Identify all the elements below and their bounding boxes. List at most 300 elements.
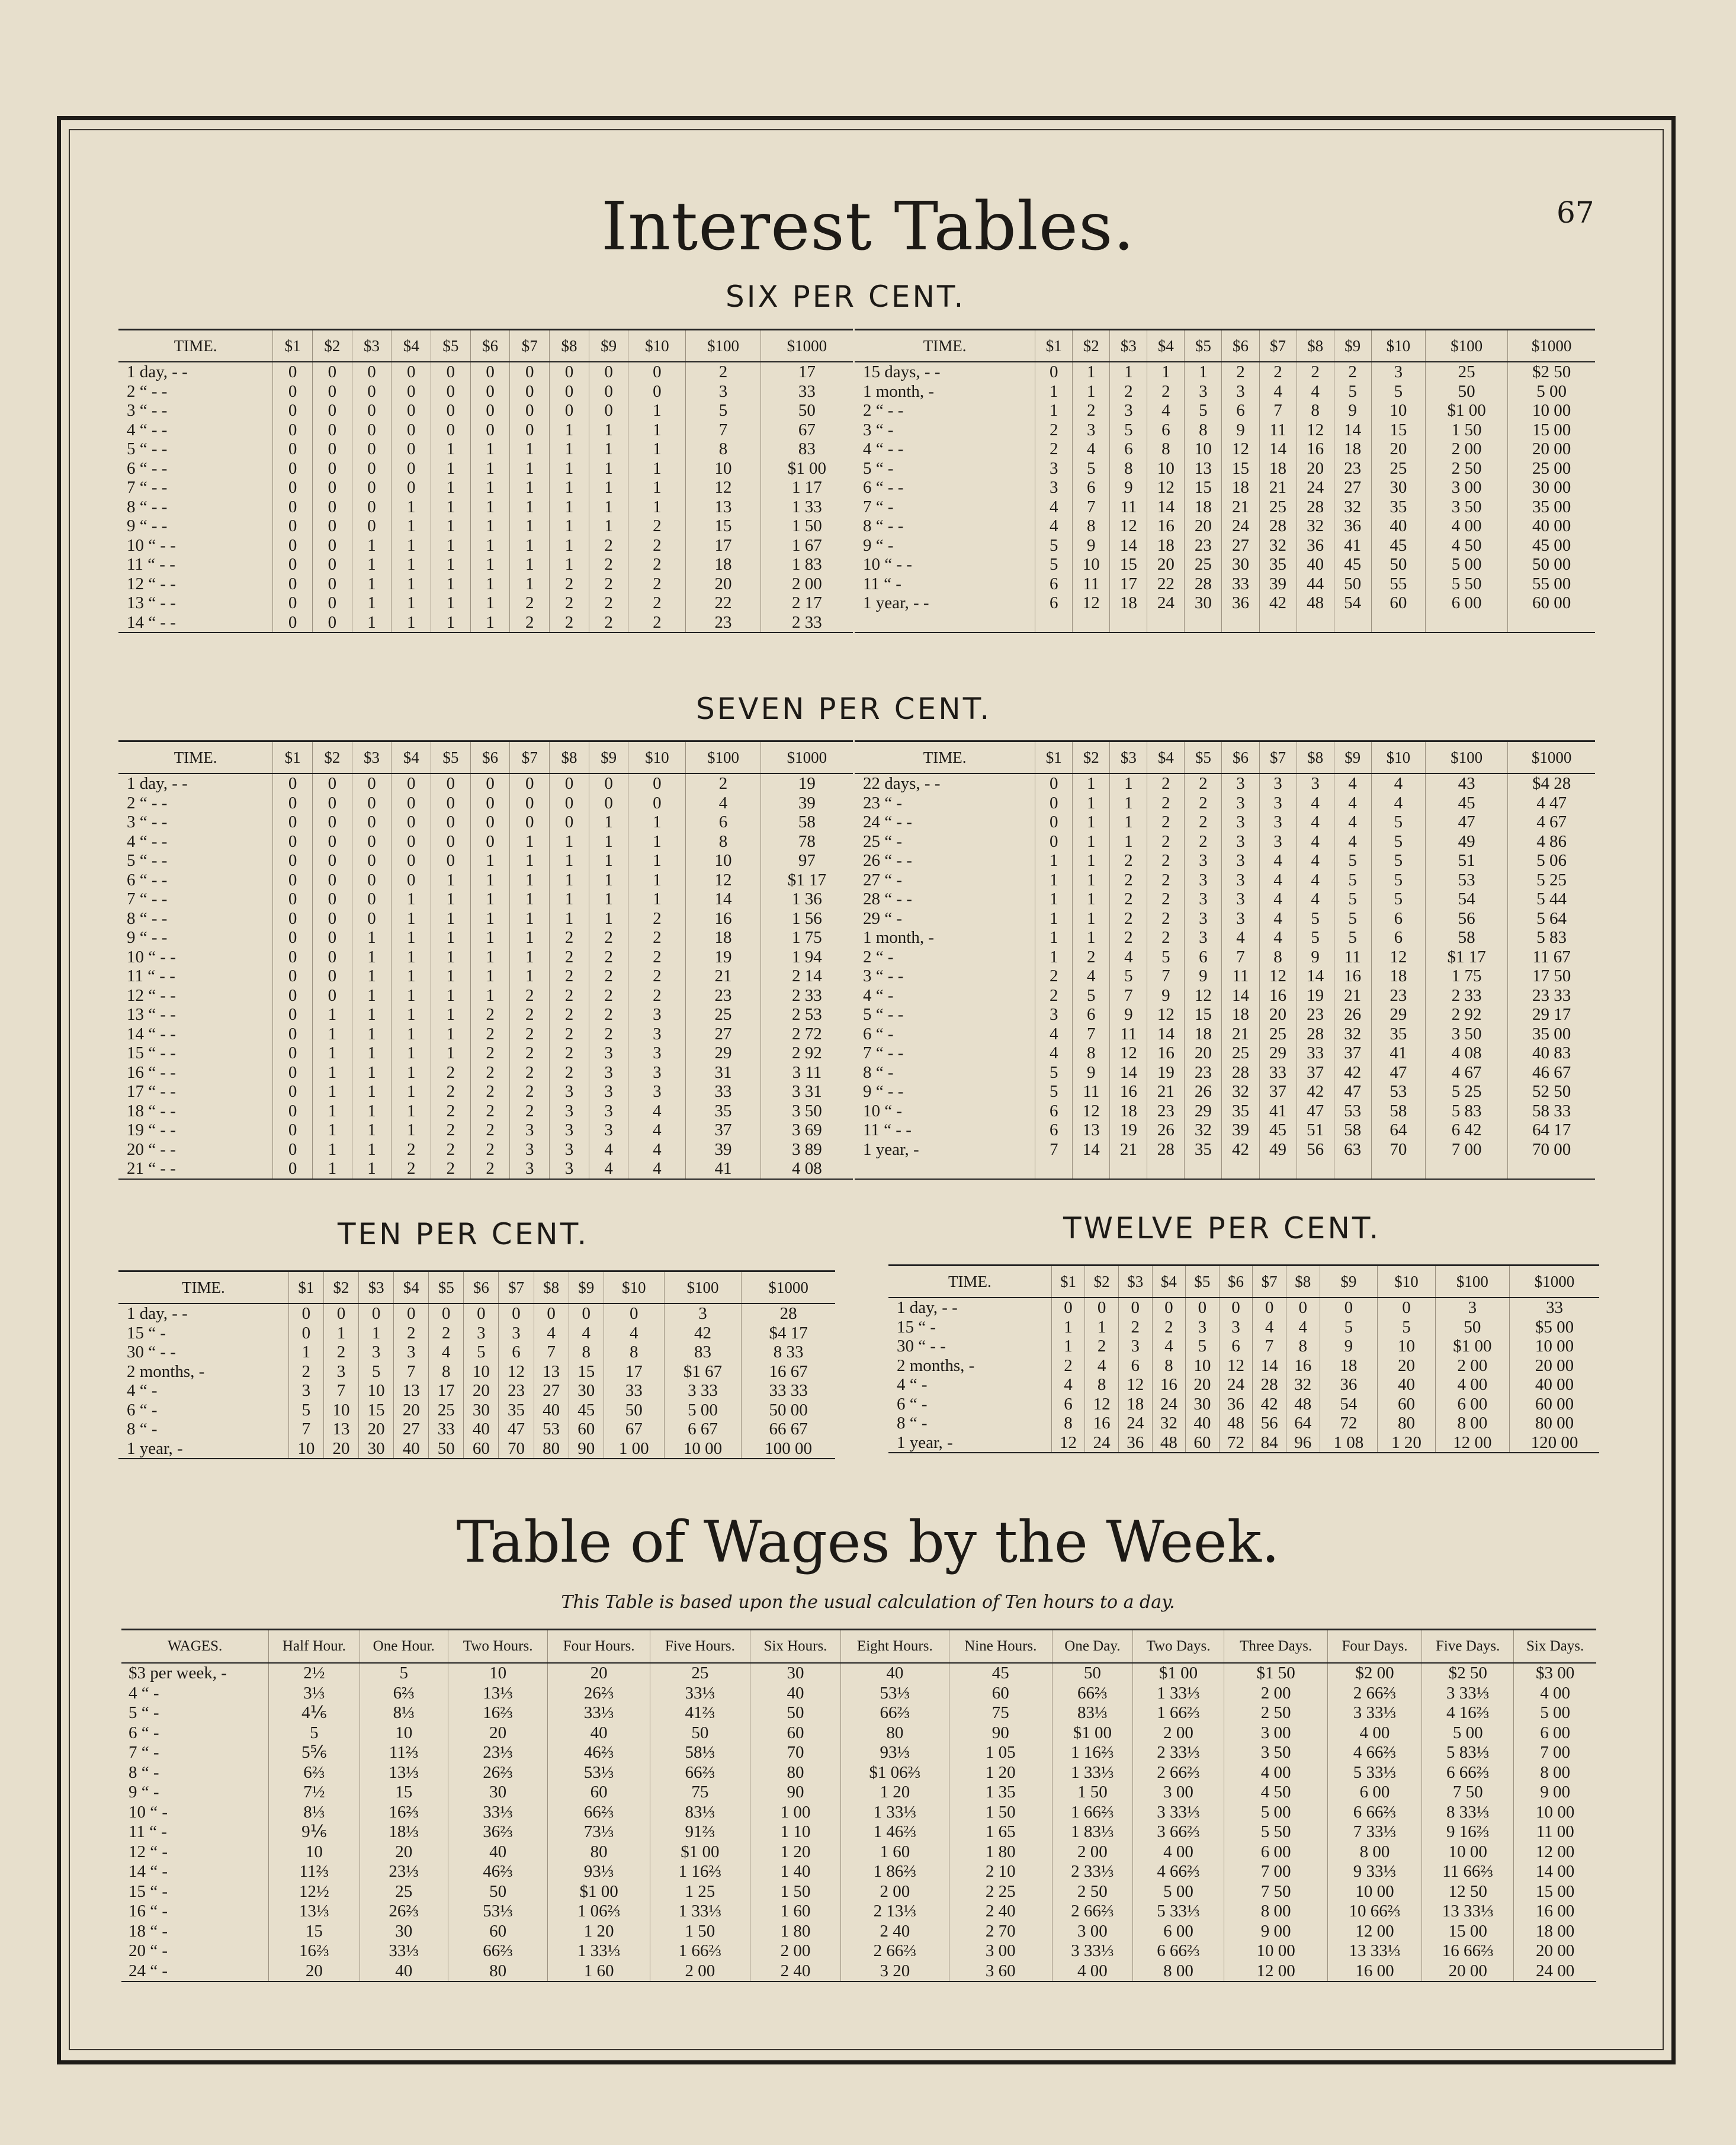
table-cell: 0 [392,832,431,852]
table-cell: 2 [392,1140,431,1160]
table-cell: 1 [589,851,628,871]
row-label: 26 “ - - [863,851,912,871]
table-cell: 4 [1334,832,1371,852]
table-cell: 0 [273,813,313,832]
table-cell: 33⅓ [360,1941,448,1961]
table-cell: 1 [589,459,628,479]
table-cell: 15 00 [1508,420,1595,440]
table-cell: 40 [464,1420,499,1439]
row-label: 2 months, - [897,1356,975,1375]
table-cell: 3 [1185,890,1222,909]
column-header: $10 [604,1271,664,1304]
table-cell: 53⅓ [448,1902,547,1922]
table-cell: 18 [1320,1356,1378,1376]
table-cell: 11 [1110,1025,1147,1044]
wages-note: This Table is based upon the usual calculation of Ten hours to a day. [561,1592,1175,1613]
table-cell: 13 [1073,1120,1110,1140]
table-cell: 8 33 [742,1343,835,1362]
column-header-time: TIME. [118,330,273,362]
table-cell: 32 [1185,1120,1222,1140]
table-cell: 1 40 [750,1862,840,1882]
table-cell: 1 [550,832,589,852]
table-cell: 5⅚ [269,1743,360,1763]
row-label: 14 “ - - [118,613,273,633]
table-cell: 1 [1110,794,1147,813]
table-cell: 33 [760,382,853,402]
table-cell: 17 50 [1508,966,1595,986]
table-cell: 0 [392,478,431,497]
table-cell: 6 [1185,948,1222,967]
table-cell: 1 56 [760,909,853,929]
table-cell: 66⅔ [841,1703,949,1723]
table-cell: 2 00 [650,1961,750,1982]
table-cell: 1 [1035,851,1073,871]
table-row [118,1381,835,1401]
table-cell: 2 [589,948,628,967]
row-label: 15 days, - - [863,362,941,382]
table-cell: 10 [686,851,761,871]
table-cell: 2 00 [1052,1842,1133,1863]
table-cell: 12 [1073,593,1110,613]
table-cell: 1 [352,966,392,986]
table-cell: 1 [352,1025,392,1044]
table-cell: 36 [1118,1433,1152,1453]
table-cell: 16 [686,909,761,929]
table-cell: 3 [1035,459,1073,479]
table-cell: 37 [1297,1063,1334,1083]
table-cell: 1 25 [650,1882,750,1902]
table-cell: 2 [1110,890,1147,909]
row-label: 9 “ - [129,1783,159,1802]
column-header: $6 [470,741,510,774]
table-cell: 4 [1259,928,1297,948]
table-cell: 11⅔ [269,1862,360,1882]
table-cell: 2 [1147,794,1185,813]
row-label: 10 “ - [863,1101,903,1120]
table-cell: 4 [1297,813,1334,832]
column-header: Six Hours. [750,1630,840,1664]
table-cell: 1 50 [750,1882,840,1902]
table-cell: 1 [352,1082,392,1102]
row-label: 14 “ - - [127,1024,176,1043]
table-cell: 2 [510,613,550,633]
table-cell: $4 17 [742,1324,835,1343]
table-cell: 8 33⅓ [1422,1803,1514,1823]
table-row [855,420,1595,440]
table-cell: 6 00 [1435,1395,1509,1414]
table-cell: 35 00 [1508,497,1595,517]
table-cell: 0 [312,909,352,929]
table-cell: 14 [1110,1063,1147,1083]
table-cell: 17 [1110,574,1147,594]
row-label: 8 “ - [127,1420,158,1439]
table-row [855,813,1595,832]
table-cell: 1 [470,890,510,909]
table-row [118,516,853,536]
table-cell: 0 [312,574,352,594]
table-cell: 0 [312,966,352,986]
table-cell: 23 [1147,1102,1185,1121]
table-cell: 2 [1051,1356,1085,1376]
table-cell: 7 [1073,497,1110,517]
table-cell: 0 [1051,1298,1085,1318]
table-cell: 1 83⅓ [1052,1822,1133,1842]
table-cell: 2 [510,986,550,1006]
table-cell: 36 [1219,1395,1253,1414]
table-cell: 1 80 [949,1842,1052,1863]
table-cell: 44 [1297,574,1334,594]
table-cell: 2 [431,1102,471,1121]
table-cell: 50 [1435,1318,1509,1337]
table-cell: 1 [1035,909,1073,929]
table-cell: 1 [628,420,686,440]
table-cell: 23 [1297,1005,1334,1025]
table-cell: 1 [1110,362,1147,382]
table-cell: 58 [1371,1102,1425,1121]
row-label: 28 “ - - [863,890,912,909]
table-cell: 2 [1334,362,1371,382]
table-cell: 1 [470,928,510,948]
table-cell: 0 [312,851,352,871]
table-cell: 5 00 [1422,1723,1514,1743]
table-cell: 1 [470,966,510,986]
table-cell: 4 00 [1132,1842,1224,1863]
six-per-cent-table-right [855,329,1595,633]
table-cell: 42 [1253,1395,1286,1414]
table-cell: 2 [1035,420,1073,440]
table-cell: 2 [470,1159,510,1179]
table-cell: 66 67 [742,1420,835,1439]
table-cell: 11 [1073,574,1110,594]
table-cell: 2 [1110,851,1147,871]
table-row [118,1362,835,1382]
table-cell: 2 [550,928,589,948]
row-label: 7 “ - - [127,890,168,909]
table-row [855,1140,1595,1160]
table-cell: 36 [1222,593,1259,613]
table-cell: 1 [312,1140,352,1160]
table-row [121,1783,1596,1803]
table-row [855,382,1595,402]
table-cell: 3 [550,1102,589,1121]
table-cell: 1 33⅓ [841,1803,949,1823]
table-cell: 27 [1334,478,1371,497]
table-cell: 4 [1259,890,1297,909]
table-cell: 4 08 [760,1159,853,1179]
table-cell: 120 00 [1509,1433,1599,1453]
table-cell: 0 [312,773,352,794]
table-cell: 5 00 [1514,1703,1596,1723]
table-cell: 4 [1073,439,1110,459]
table-cell: 1 [550,555,589,574]
table-cell: 1 16⅔ [1052,1743,1133,1763]
table-cell: 9 [1110,1005,1147,1025]
table-cell: 1 83 [760,555,853,574]
table-cell: 1 [1073,909,1110,929]
table-cell: 91⅔ [650,1822,750,1842]
table-cell: 7 [1253,1337,1286,1356]
table-row [118,401,853,420]
table-cell: 12½ [269,1882,360,1902]
table-cell: 36⅔ [448,1822,547,1842]
table-cell: 25 [429,1401,464,1420]
table-cell: 5 [1035,1082,1073,1102]
table-cell: 0 [352,909,392,929]
table-cell: 1 [550,909,589,929]
table-row [118,1043,853,1063]
table-cell: 60 00 [1508,593,1595,613]
table-cell: 12 [1147,1005,1185,1025]
row-label: 7 “ - [129,1743,159,1762]
table-cell: 1 [470,439,510,459]
table-cell: 4 [1035,1043,1073,1063]
column-header: Five Hours. [650,1630,750,1664]
table-row [121,1763,1596,1783]
table-cell: 1 [1085,1318,1119,1337]
table-cell: 5 33⅓ [1132,1902,1224,1922]
table-cell: 11 67 [1508,948,1595,967]
table-cell: 39 [686,1140,761,1160]
table-cell: 2 66⅔ [841,1941,949,1961]
table-cell: 40 [1378,1375,1436,1395]
table-cell: 2 [550,593,589,613]
table-cell: 1 [431,478,471,497]
table-row [118,1303,835,1324]
table-cell: 60 [569,1420,604,1439]
table-cell: 4 00 [1224,1763,1328,1783]
table-cell: 4 [1035,516,1073,536]
table-cell: 60 [1371,593,1425,613]
table-cell: 15 [569,1362,604,1382]
column-header: $2 [1073,330,1110,362]
table-cell: 4 67 [1508,813,1595,832]
row-label: 18 “ - - [127,1101,176,1120]
table-cell: 1 [392,890,431,909]
table-row [855,439,1595,459]
table-cell: 30 [1222,555,1259,574]
table-cell: 25 [1185,555,1222,574]
table-cell: 3 50 [1426,497,1508,517]
table-cell: 1 [510,459,550,479]
table-row [855,948,1595,967]
table-cell: 0 [1085,1298,1119,1318]
table-cell: $5 00 [1509,1318,1599,1337]
table-cell: 1 [510,909,550,929]
table-cell: 8 [1073,516,1110,536]
table-cell: 3 [1259,794,1297,813]
table-cell: 31 [686,1063,761,1083]
table-cell: 41 [1371,1043,1425,1063]
table-cell: 83⅓ [650,1803,750,1823]
row-label: 24 “ - - [863,813,912,832]
column-header: $1 [273,330,313,362]
table-cell: 18 [1118,1395,1152,1414]
table-cell: 1 [628,851,686,871]
table-cell: 1 46⅔ [841,1822,949,1842]
column-header: $10 [1371,741,1425,774]
table-cell: 1 [392,593,431,613]
table-cell: 24 [1222,516,1259,536]
table-cell: 1 [1051,1337,1085,1356]
table-cell: 3 [359,1343,394,1362]
table-cell: 7 00 [1514,1743,1596,1763]
table-cell: 2 25 [949,1882,1052,1902]
table-cell: 0 [352,813,392,832]
table-cell: 15 00 [1422,1922,1514,1942]
column-header: $6 [464,1271,499,1304]
table-cell: 50 [750,1703,840,1723]
table-cell: 45 00 [1508,536,1595,555]
column-header: $4 [392,741,431,774]
table-cell: 28 [1253,1375,1286,1395]
table-cell: 48 [1152,1433,1186,1453]
table-row [855,1043,1595,1063]
table-cell: 3 [1259,832,1297,852]
table-cell: 4 [429,1343,464,1362]
table-cell: 21 [1147,1082,1185,1102]
table-cell: 5 [1320,1318,1378,1337]
table-cell: 5 [1035,555,1073,574]
table-cell: 3 [628,1005,686,1025]
table-cell: 0 [392,401,431,420]
table-cell: 16 00 [1514,1902,1596,1922]
six-per-cent-heading: SIX PER CENT. [726,280,966,314]
table-cell: 4 00 [1052,1961,1133,1982]
table-cell: 3 [394,1343,429,1362]
table-cell: 2 [1147,909,1185,929]
table-cell: 32 [1222,1082,1259,1102]
table-cell: 4 [1085,1356,1119,1376]
table-cell: 27 [394,1420,429,1439]
table-cell: 12 [1222,439,1259,459]
table-cell: 20 [448,1723,547,1743]
table-cell: 12 [1297,420,1334,440]
table-cell: 2 [1085,1337,1119,1356]
table-row [118,928,853,948]
table-cell: 6 [1073,478,1110,497]
table-cell: 2 40 [750,1961,840,1982]
row-label: 7 “ - [863,497,894,516]
row-label: 1 year, - - [863,593,929,613]
table-cell: 6 [1035,593,1073,613]
table-cell: 2 [589,593,628,613]
table-cell: 20 [548,1663,650,1684]
table-cell: 23⅓ [360,1862,448,1882]
table-cell: 51 [1297,1120,1334,1140]
table-cell: 1 [589,439,628,459]
table-cell [1035,1159,1073,1179]
table-cell: 4 [1035,497,1073,517]
table-cell: 0 [589,773,628,794]
table-cell: 2 [470,1005,510,1025]
table-cell: 60 00 [1509,1395,1599,1414]
table-cell: 4 [589,1140,628,1160]
table-cell: 1 [628,890,686,909]
table-cell: 2 [550,1005,589,1025]
table-cell: 2 [470,1102,510,1121]
table-cell: 1 [1073,832,1110,852]
table-cell: 1 [510,478,550,497]
table-cell: 45 [569,1401,604,1420]
table-cell: 4 [628,1140,686,1160]
table-cell: 46⅔ [448,1862,547,1882]
table-cell: 50 [1426,382,1508,402]
table-cell: 6 [1035,1120,1073,1140]
table-cell: 54 [1320,1395,1378,1414]
table-cell: 60 [464,1439,499,1459]
table-cell: 1 [470,613,510,633]
row-label: 4 “ - [897,1375,928,1395]
table-cell: 20 [464,1381,499,1401]
table-cell: 1 [431,871,471,890]
table-cell: 1 [431,497,471,517]
table-cell: 2 [1147,813,1185,832]
table-cell: 26⅔ [548,1684,650,1704]
table-cell: 1 67 [760,536,853,555]
table-cell: 0 [273,1120,313,1140]
table-cell: 10 00 [664,1439,742,1459]
table-cell: 3 [1222,813,1259,832]
table-cell: 23 [499,1381,534,1401]
table-cell: 25 [1259,497,1297,517]
row-label: 6 “ - [127,1400,158,1420]
table-row [855,459,1595,479]
column-header: Four Days. [1327,1630,1421,1664]
table-cell: 2 [394,1324,429,1343]
table-cell: 2 [470,1140,510,1160]
table-row [118,1120,853,1140]
table-cell: 26 [1147,1120,1185,1140]
table-cell: 20 [1371,439,1425,459]
page-number: 67 [1557,195,1594,230]
table-cell: 2 [288,1362,323,1382]
table-cell: 0 [352,516,392,536]
table-cell: 1 [470,574,510,594]
table-cell: 2 50 [1052,1882,1133,1902]
table-cell [1371,613,1425,633]
row-label: 11 “ - [863,574,901,593]
column-header: $2 [1073,741,1110,774]
table-cell: 28 [1259,516,1297,536]
table-cell: 12 [1118,1375,1152,1395]
table-cell: 1 [392,1025,431,1044]
table-cell: 2 [628,909,686,929]
table-cell: 23 [1371,986,1425,1006]
table-cell: 2 [510,1082,550,1102]
row-label [855,613,1035,633]
table-cell: 0 [392,439,431,459]
table-cell: 3 89 [760,1140,853,1160]
table-cell: 0 [1320,1298,1378,1318]
table-cell: 6 66⅔ [1327,1803,1421,1823]
table-cell: 1 [550,871,589,890]
table-cell: 33 [429,1420,464,1439]
table-cell: 63 [1334,1140,1371,1160]
table-cell: 4 50 [1224,1783,1328,1803]
table-cell: 1 [392,516,431,536]
table-cell: 12 [1110,516,1147,536]
table-cell: 25 [1222,1043,1259,1063]
table-row [118,832,853,852]
table-cell: 4 [1259,382,1297,402]
table-cell: 70 [499,1439,534,1459]
row-label: 9 “ - - [127,516,168,536]
table-cell: 7 [686,420,761,440]
table-cell: 14 [1253,1356,1286,1376]
table-cell: 13⅓ [269,1902,360,1922]
table-cell: 80 [1378,1414,1436,1433]
table-cell: 3 50 [1426,1025,1508,1044]
